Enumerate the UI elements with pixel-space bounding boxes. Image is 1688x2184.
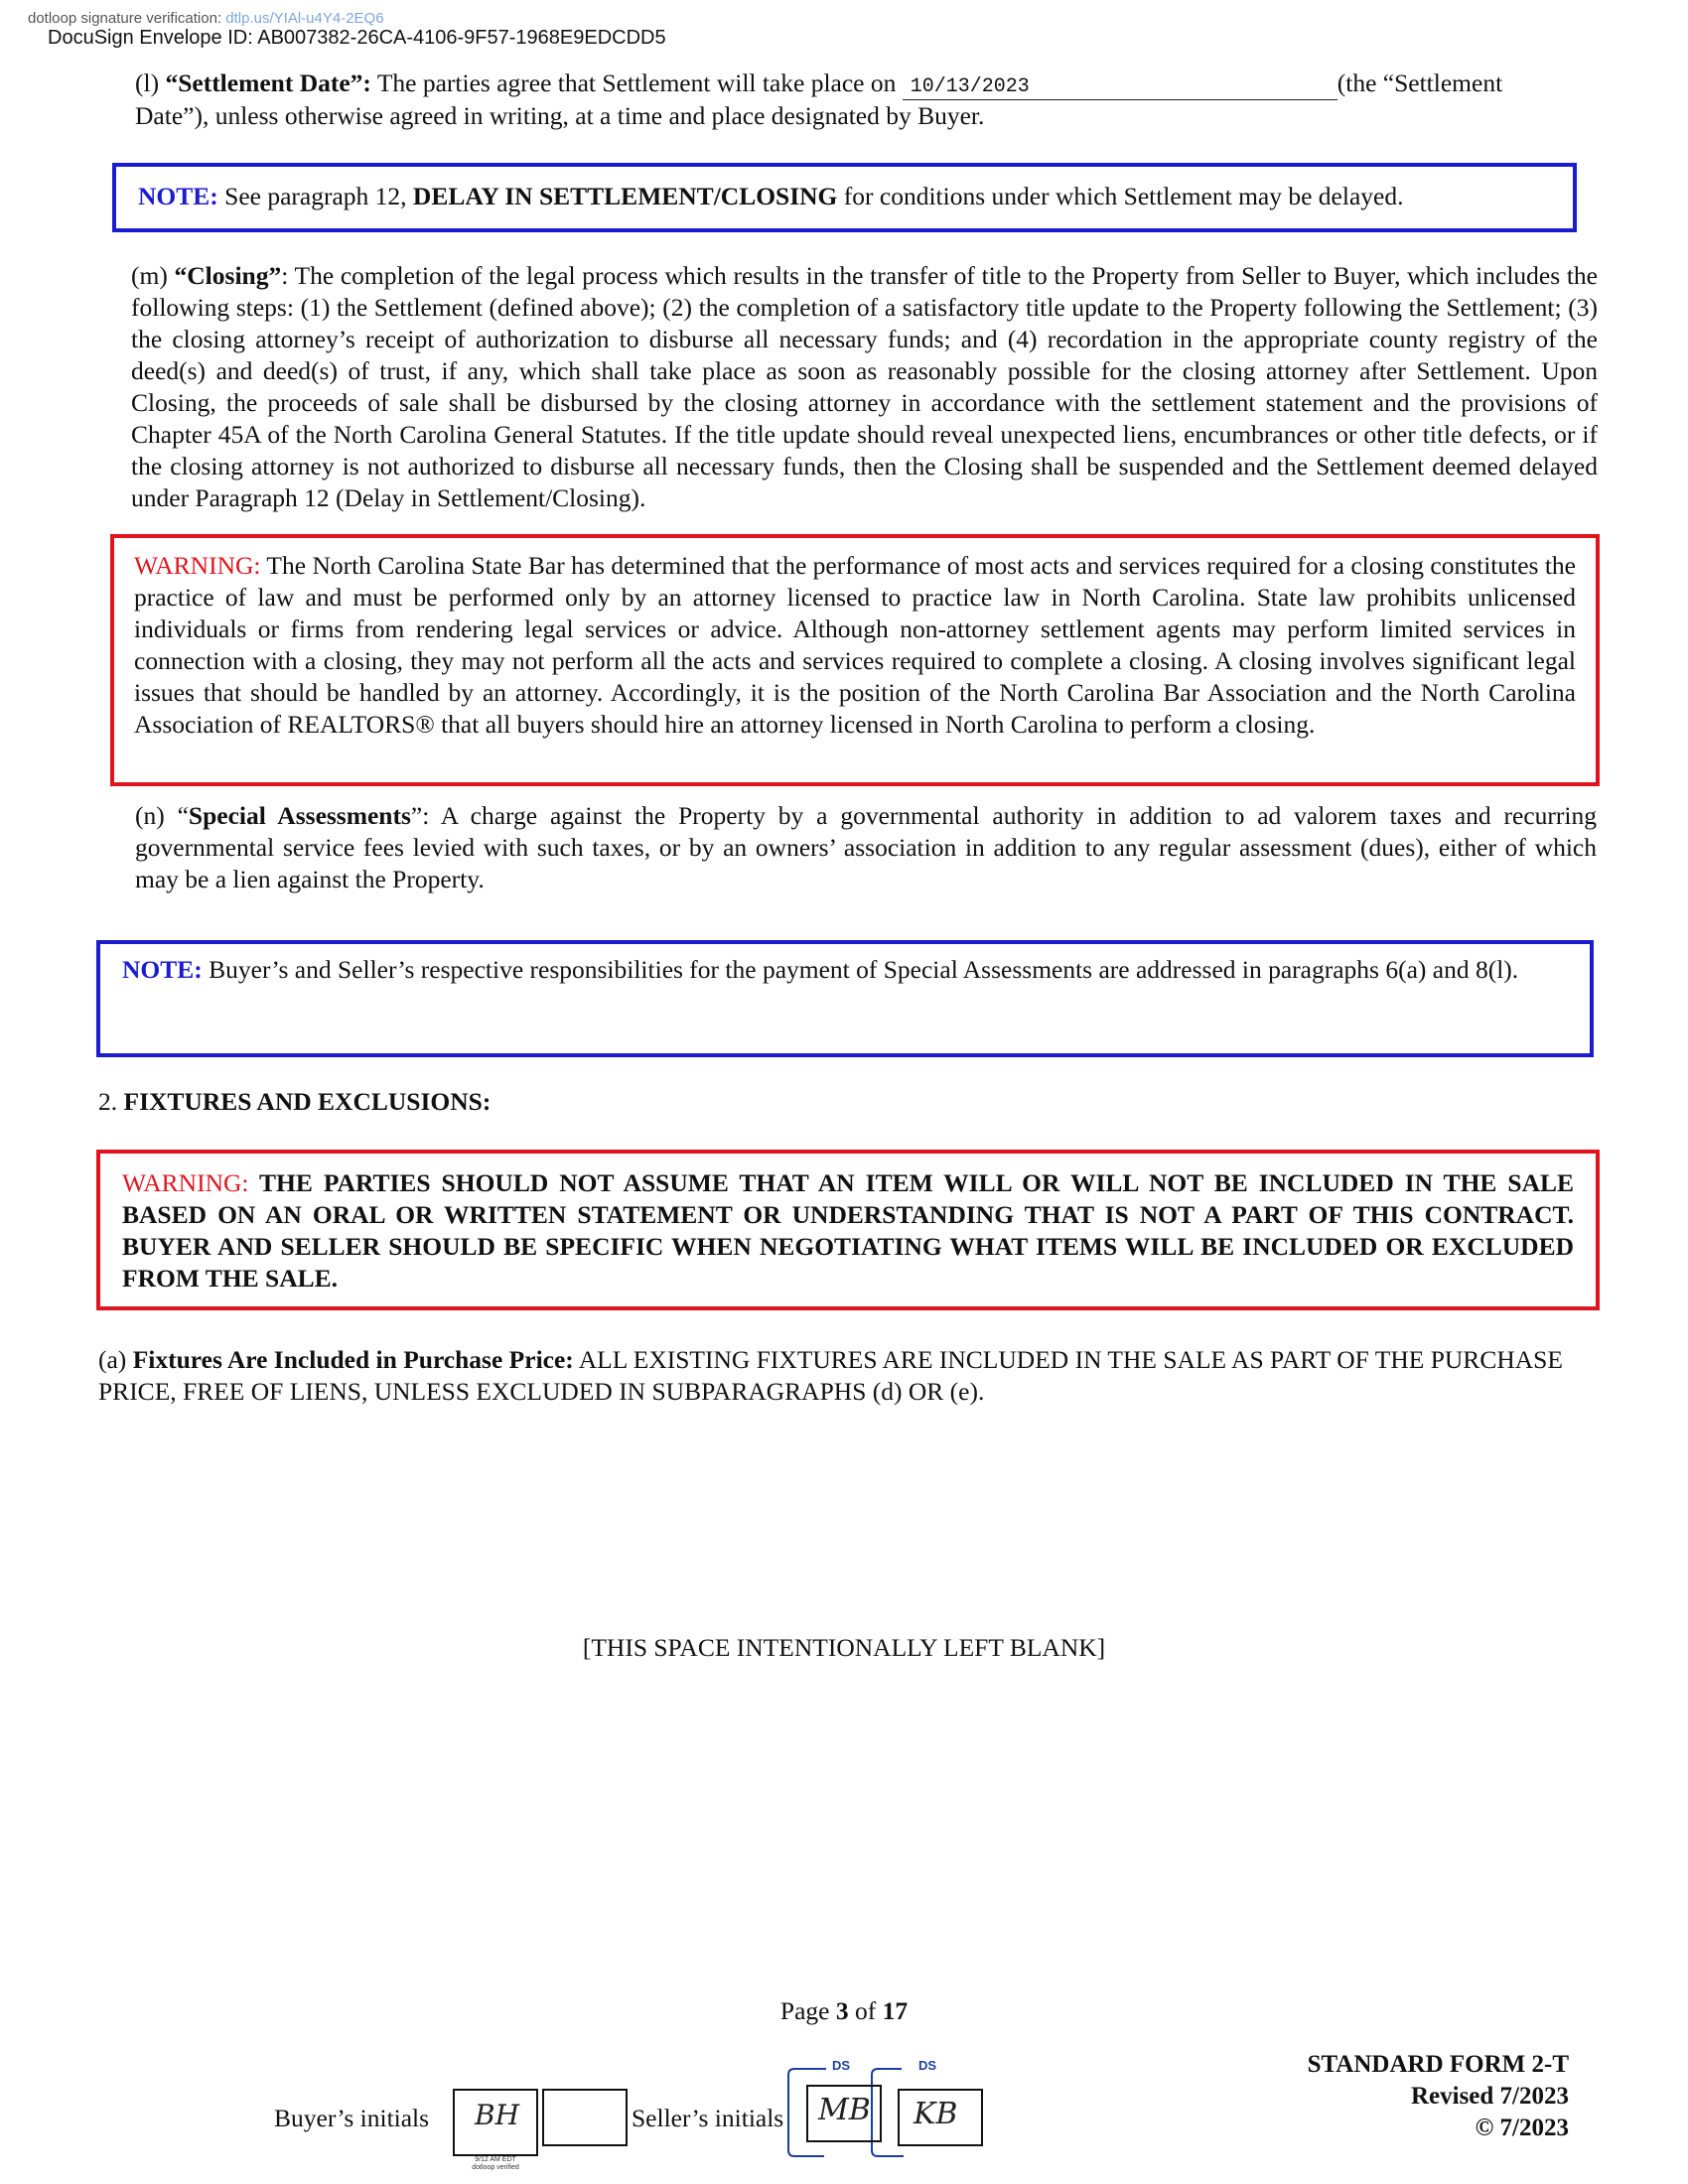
section-number: 2. <box>98 1087 124 1116</box>
note-box-delay <box>112 163 1577 232</box>
page-word: Page <box>779 1996 836 2025</box>
para-text: The parties agree that Settlement will take place on <box>370 68 903 97</box>
section-title: FIXTURES AND EXCLUSIONS: <box>123 1087 492 1116</box>
paragraph-fixtures-included <box>98 1344 1568 1408</box>
dotloop-link[interactable]: dtlp.us/YIAl-u4Y4-2EQ6 <box>225 10 384 27</box>
page-total: 17 <box>882 1996 909 2025</box>
buyer-initial-box-2[interactable] <box>542 2089 628 2146</box>
term-settlement-date: “Settlement Date”: <box>165 68 371 97</box>
ds-tag-2: DS <box>918 2058 937 2073</box>
buyer-initial-signature: BH <box>475 2099 519 2131</box>
section-heading-fixtures <box>98 1086 491 1118</box>
buyer-initial-box-1[interactable] <box>453 2089 538 2156</box>
seller-initial-box-1[interactable] <box>806 2085 882 2142</box>
note-text: Buyer’s and Seller’s respective responsibilities for the payment of Special Assessments are addressed in paragraphs 6(a) and 8(l). <box>202 955 1519 984</box>
para-text-inline: (the “Settlement <box>1336 68 1503 97</box>
para-prefix: (a) <box>98 1345 133 1374</box>
page-number <box>0 1995 1688 2027</box>
form-name: STANDARD FORM 2-T <box>1307 2051 1569 2078</box>
paragraph-settlement-date <box>135 68 1595 132</box>
form-revised: Revised 7/2023 <box>1410 2083 1569 2110</box>
form-copyright: © 7/2023 <box>1475 2115 1569 2141</box>
term-closing: “Closing” <box>174 261 282 290</box>
note-label: NOTE: <box>138 182 218 210</box>
intentionally-blank-notice: [THIS SPACE INTENTIONALLY LEFT BLANK] <box>582 1633 1106 1662</box>
para-prefix: (m) <box>131 261 175 290</box>
note-text: See paragraph 12, <box>217 182 413 210</box>
warning-box-fixtures <box>96 1150 1600 1310</box>
warning-text: The North Carolina State Bar has determined that the performance of most acts and services required for a closing constitutes the practice of law and must be performed only by an attorney licensed to practice law in North Carolina. State law prohibits unlicensed individuals or firms from rendering legal services or advice. Although non-attorney settlement agents may perform limited services in connection with a closing, they may not perform all the acts and services required to complete a closing. A closing involves significant legal issues that should be handled by an attorney. Accordingly, it is the position of the North Carolina Bar Association and the North Carolina Association of REALTORS® that all buyers should hire an attorney licensed in North Carolina to perform a closing. <box>134 551 1576 739</box>
dotloop-label: dotloop signature verification: <box>28 10 222 27</box>
term-special-assessments: Special Assessments <box>188 801 411 830</box>
note-label: NOTE: <box>122 955 203 984</box>
para-text: ”: A charge against the Property by a governmental authority in addition to ad valorem taxes and recurring governmental service fees levied with such taxes, or by an owners’ association in addition to any regular assessment (dues), either of which may be a lien against the Property. <box>135 801 1597 893</box>
para-text-continued: Date”), unless otherwise agreed in writing, at a time and place designated by Buyer. <box>135 101 985 130</box>
buyer-initials-label: Buyer’s initials <box>274 2104 430 2132</box>
term-fixtures-included: Fixtures Are Included in Purchase Price: <box>132 1345 574 1374</box>
note-box-special-assessments <box>96 940 1594 1057</box>
settlement-date-field[interactable]: 10/13/2023 <box>903 75 1337 100</box>
seller-initial-signature-1: MB <box>818 2093 871 2127</box>
ds-tag-1: DS <box>832 2058 851 2073</box>
seller-initial-signature-2: KB <box>914 2097 958 2131</box>
page-current: 3 <box>835 1996 849 2025</box>
para-prefix: (l) <box>135 68 166 97</box>
note-bold-reference: DELAY IN SETTLEMENT/CLOSING <box>412 182 838 210</box>
warning-box-closing-attorney <box>110 534 1600 786</box>
form-info <box>1192 2049 1569 2144</box>
stamp-verified: dotloop verified <box>472 2164 519 2171</box>
para-text: : The completion of the legal process which results in the transfer of title to the Property from Seller to Buyer, which includes the following steps: (1) the Settlement (defined above); (2) the completion of a satisfactory title update to the Property following the Settlement; (3) the closing attorney’s receipt of authorization to disburse all necessary funds; and (4) recordation in the appropriate county registry of the deed(s) and deed(s) of trust, if any, which shall take place as soon as reasonably possible for the closing attorney after Settlement. Upon Closing, the proceeds of sale shall be disbursed by the closing attorney in accordance with the settlement statement and the provisions of Chapter 45A of the North Carolina General Statutes. If the title update should reveal unexpected liens, encumbrances or other title defects, or if the closing attorney is not authorized to disburse all necessary funds, then the Closing shall be suspended and the Settlement deemed delayed under Paragraph 12 (Delay in Settlement/Closing). <box>131 261 1598 512</box>
paragraph-closing <box>131 260 1598 514</box>
buyer-initial-stamp <box>453 2156 538 2172</box>
docusign-envelope-id: DocuSign Envelope ID: AB007382-26CA-4106-9F57-1968E9EDCDD5 <box>48 27 666 49</box>
para-prefix: (n) “ <box>135 801 189 830</box>
stamp-time: 9/12 AM EDT <box>475 2156 516 2163</box>
warning-text: THE PARTIES SHOULD NOT ASSUME THAT AN ITEM WILL OR WILL NOT BE INCLUDED IN THE SALE BASED ON AN ORAL OR WRITTEN STATEMENT OR UNDERSTANDING THAT IS NOT A PART OF THIS CONTRACT. BUYER AND SELLER SHOULD BE SPECIFIC WHEN NEGOTIATING WHAT ITEMS WILL BE INCLUDED OR EXCLUDED FROM THE SALE. <box>122 1168 1574 1293</box>
seller-initial-box-2[interactable] <box>898 2089 983 2146</box>
page-of-word: of <box>848 1996 883 2025</box>
dotloop-verification <box>28 10 384 27</box>
para-text: ALL EXISTING FIXTURES ARE INCLUDED IN THE SALE AS PART OF THE PURCHASE PRICE, FREE OF LIENS, UNLESS EXCLUDED IN SUBPARAGRAPHS (d) OR (e). <box>98 1345 1563 1406</box>
warning-label: WARNING: <box>134 551 261 580</box>
seller-initials-label: Seller’s initials <box>632 2104 784 2132</box>
paragraph-special-assessments <box>135 800 1597 895</box>
warning-label: WARNING: <box>122 1168 249 1197</box>
note-text-after: for conditions under which Settlement may be delayed. <box>837 182 1404 210</box>
